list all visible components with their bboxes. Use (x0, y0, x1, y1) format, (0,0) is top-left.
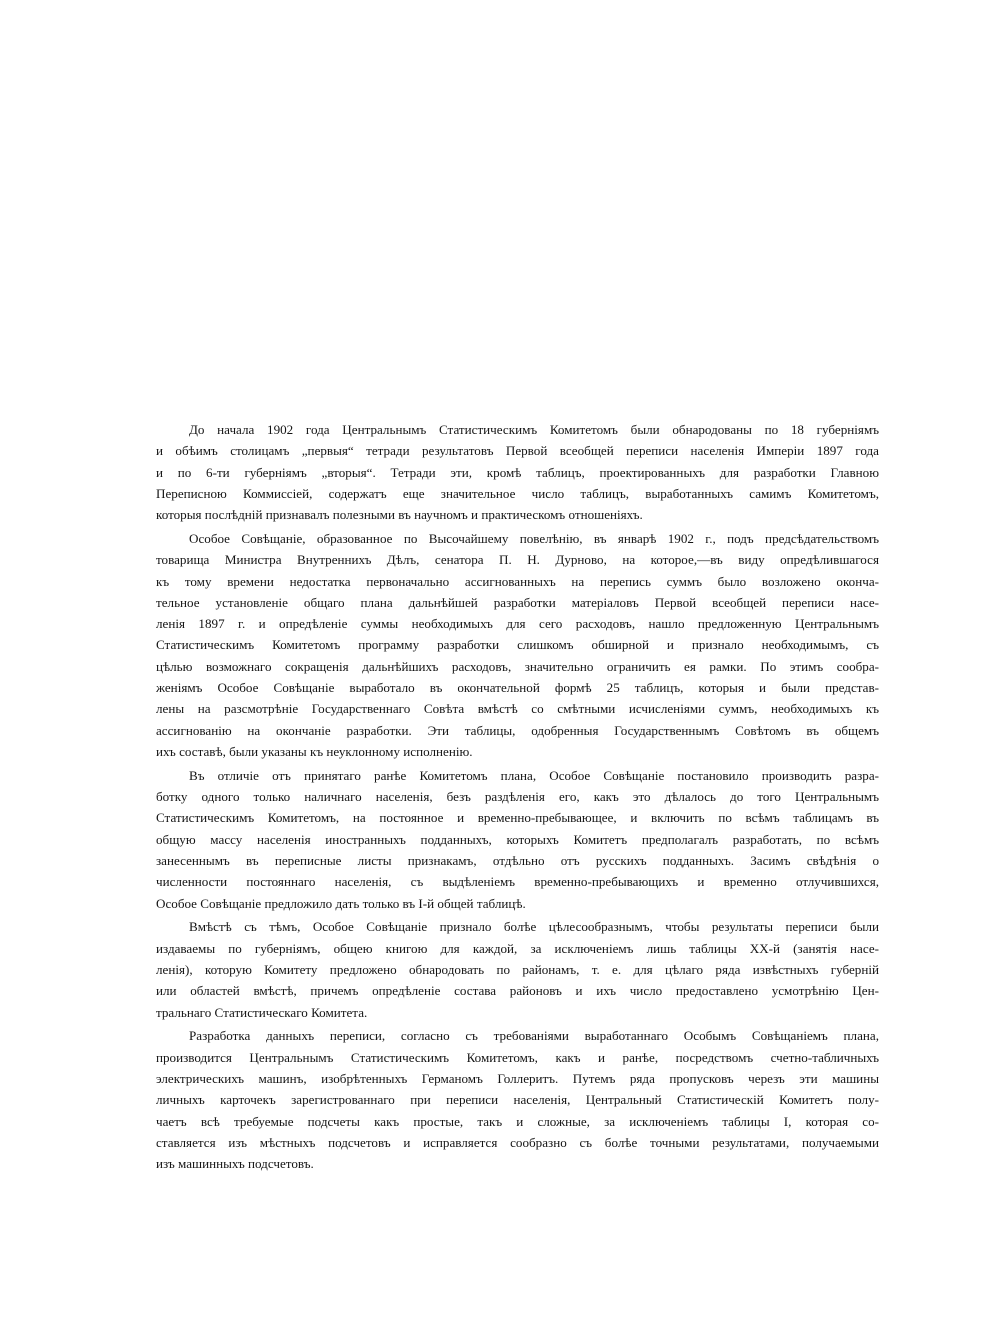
text-line: личныхъ карточекъ зарегистрованнаго при переписи населенія, Центральный Статистическій Комитетъ полу- (156, 1092, 879, 1108)
text-line: Вмѣстѣ съ тѣмъ, Особое Совѣщаніе признало болѣе цѣлесообразнымъ, чтобы результаты переписи были (189, 919, 879, 935)
paragraph-3 (156, 765, 879, 914)
text-line: цѣлью возможнаго сокращенія дальнѣйшихъ расходовъ, значительно ограничить ея рамки. По этимъ сообра- (156, 658, 879, 674)
text-line: Переписною Коммиссіей, содержатъ еще значительное число таблицъ, выработанныхъ самимъ Комитетомъ, (156, 485, 879, 501)
paragraph-4 (156, 916, 879, 1022)
text-line: и по 6-ти губерніямъ „вторыя“. Тетради эти, кромѣ таблицъ, проектированныхъ для разработки Главною (156, 464, 879, 480)
text-line: ленія), которую Комитету предложено обнародовать по районамъ, т. е. для цѣлаго ряда извѣстныхъ губерній (156, 961, 879, 977)
text-line: или областей вмѣстѣ, причемъ опредѣленіе состава районовъ и ихъ число предоставлено усмотрѣнію Цен- (156, 983, 879, 999)
text-line: издаваемы по губерніямъ, общею книгою для каждой, за исключеніемъ лишь таблицы XX-й (занятія насе- (156, 940, 879, 956)
text-line: Въ отличіе отъ принятаго ранѣе Комитетомъ плана, Особое Совѣщаніе постановило производить разра- (189, 767, 879, 783)
text-line: электрическихъ машинъ, изобрѣтенныхъ Германомъ Голлеритъ. Путемъ ряда пропусковъ черезъ эти машины (156, 1070, 879, 1086)
text-line: Особое Совѣщаніе предложило дать только въ I-й общей таблицѣ. (156, 895, 526, 911)
text-line: Статистическимъ Комитетомъ программу разработки слишкомъ обширной и признало необходимымъ, съ (156, 637, 879, 653)
text-line: которыя послѣдній признавалъ полезными въ научномъ и практическомъ отношеніяхъ. (156, 507, 643, 523)
text-line: ботку одного только наличнаго населенія, безъ раздѣленія его, какъ это дѣлалось до того Центральнымъ (156, 789, 879, 805)
text-line: До начала 1902 года Центральнымъ Статистическимъ Комитетомъ были обнародованы по 18 губерніямъ (189, 422, 879, 437)
text-line: чаетъ всѣ требуемые подсчеты какъ простые, такъ и сложные, за исключеніемъ таблицы I, которая со- (156, 1113, 879, 1129)
text-line: Разработка данныхъ переписи, согласно съ требованіями выработаннаго Особымъ Совѣщаніемъ плана, (189, 1028, 879, 1044)
text-line: женіямъ Особое Совѣщаніе выработало въ окончательной формѣ 25 таблицъ, которыя и были представ- (156, 680, 879, 696)
text-line: Статистическимъ Комитетомъ, на постоянное и временно-пребывающее, и включить по всѣмъ таблицамъ въ (156, 810, 879, 826)
text-line: къ тому времени недостатка первоначально ассигнованныхъ на перепись суммъ было возложено оконча- (156, 573, 879, 589)
text-line: товарища Министра Внутреннихъ Дѣлъ, сенатора П. Н. Дурново, на которое,—въ виду опредѣлившагося (156, 552, 879, 568)
text-line: занесеннымъ въ переписные листы признакамъ, отдѣльно отъ русскихъ подданныхъ. Засимъ свѣдѣнія о (156, 852, 879, 868)
text-line: численности постояннаго населенія, съ выдѣленіемъ временно-пребывающихъ и временно отлучившихся, (156, 874, 879, 890)
text-line: Особое Совѣщаніе, образованное по Высочайшему повелѣнію, въ январѣ 1902 г., подъ предсѣдательствомъ (189, 530, 879, 546)
text-line: изъ машинныхъ подсчетовъ. (156, 1156, 314, 1172)
paragraph-2 (156, 528, 879, 762)
text-line: тральнаго Статистическаго Комитета. (156, 1004, 368, 1020)
text-line: лены на разсмотрѣніе Государственнаго Совѣта вмѣстѣ со смѣтными исчисленіями суммъ, необходимыхъ къ (156, 701, 879, 717)
text-line: ставляется изъ мѣстныхъ подсчетовъ и исправляется сообразно съ болѣе точными результатами, получаемыми (156, 1134, 879, 1150)
text-line: и обѣимъ столицамъ „первыя“ тетради результатовъ Первой всеобщей переписи населенія Имперіи 1897 года (156, 443, 879, 459)
body-text (156, 419, 879, 1177)
text-line: производится Центральнымъ Статистическимъ Комитетомъ, какъ и ранѣе, посредствомъ счетно-табличныхъ (156, 1049, 879, 1065)
paragraph-5 (156, 1025, 879, 1174)
text-line: ихъ составѣ, были указаны къ неуклонному исполненію. (156, 743, 473, 759)
text-line: ленія 1897 г. и опредѣленіе суммы необходимыхъ для сего расходовъ, нашло предложенную Центральнымъ (156, 616, 879, 632)
text-line: ассигнованію на окончаніе разработки. Эти таблицы, одобренныя Государственнымъ Совѣтомъ въ общемъ (156, 722, 879, 738)
text-line: тельное установленіе общаго плана дальнѣйшей разработки матеріаловъ Первой всеобщей переписи насе- (156, 594, 879, 610)
text-line: общую массу населенія иностранныхъ подданныхъ, которыхъ Комитетъ предполагалъ разработать, по всѣмъ (156, 831, 879, 847)
paragraph-1 (156, 419, 879, 525)
